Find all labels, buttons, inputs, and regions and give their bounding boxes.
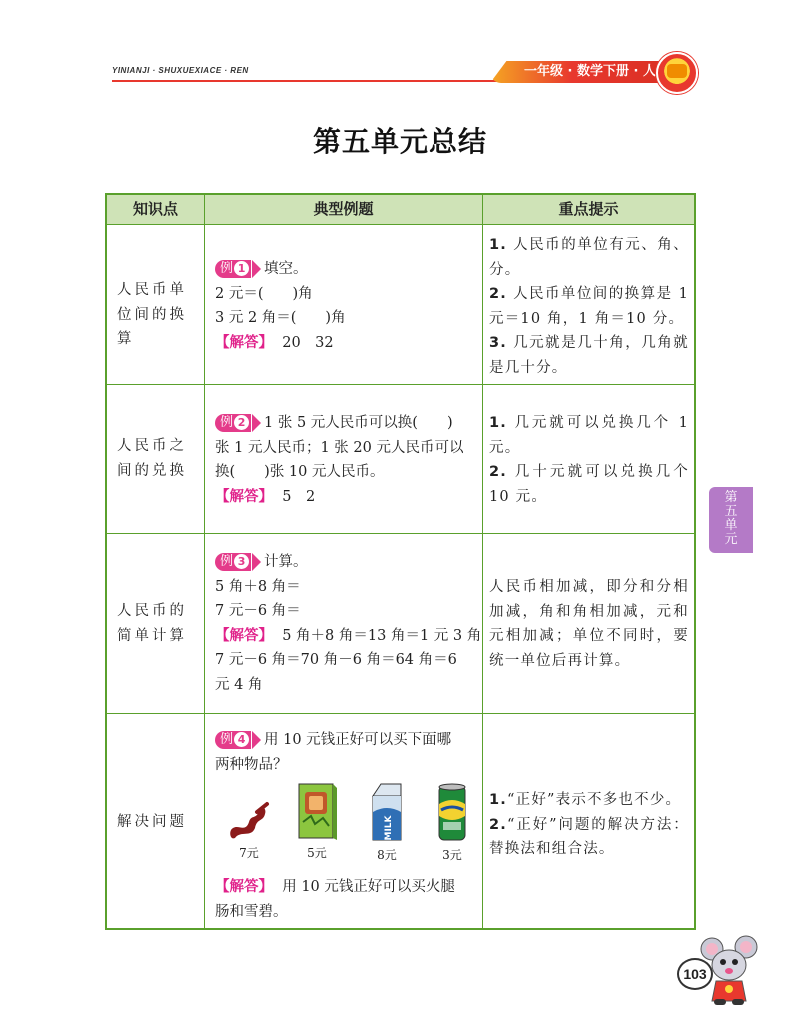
table-header-row <box>107 195 694 225</box>
header-example: 典型例题 <box>313 200 374 218</box>
example-4-answer: 【解答】 用 10 元钱正好可以买火腿 肠和雪碧。 <box>215 879 455 920</box>
example-badge-icon: 例 4 <box>215 731 251 749</box>
svg-text:MILK: MILK <box>384 815 394 841</box>
biscuit-box-icon <box>297 782 337 840</box>
header-book-title: 一年级 · 数学下册 · 人 <box>524 64 656 79</box>
tips-2: 1. 几元就可以兑换几个 1 元。 2. 几十元就可以兑换几个 10 元。 <box>489 415 690 505</box>
header-tips: 重点提示 <box>558 200 619 218</box>
header-pinyin: YINIANJI · SHUXUEXIACE · REN <box>112 66 249 75</box>
example-badge-icon: 例 3 <box>215 553 251 571</box>
example-2: 例 2 1 张 5 元人民币可以换( ) 张 1 元人民币；1 张 20 元人民币可以 换( )张 10 元人民币。 【解答】 5 2 <box>215 415 464 505</box>
tips-3: 人民币相加减，即分和分相加减，角和角相加减，元和元相加减；单位不同时，要统一单位后再计算。 <box>489 579 689 669</box>
example-4: 例 4 用 10 元钱正好可以买下面哪 两种物品？ <box>215 732 452 773</box>
header-knowledge: 知识点 <box>132 200 178 218</box>
knowledge-point-2: 人民币之间的兑换 <box>117 438 187 479</box>
unit-side-tab: 第 五 单 元 <box>709 487 753 553</box>
example-badge-icon: 例 2 <box>215 414 251 432</box>
tips-4: 1.“正好”表示不多也不少。 2.“正好”问题的解决方法：替换法和组合法。 <box>489 792 689 857</box>
page-title: 第五单元总结 <box>312 125 487 158</box>
item-sprite-can: 3元 <box>427 782 477 863</box>
knowledge-point-1: 人民币单位间的换算 <box>117 282 187 347</box>
example-1: 例 1 填空。 2 元＝( )角 3 元 2 角＝( )角 【解答】 20 32 <box>215 261 346 351</box>
row-divider <box>107 384 694 385</box>
row-divider <box>107 533 694 534</box>
example-3: 例 3 计算。 5 角＋8 角＝ 7 元－6 角＝ 【解答】 5 角＋8 角＝13 角＝1 元 3 角 7 元－6 角＝70 角－6 角＝64 角＝6 元 4 角 <box>215 554 482 693</box>
item-biscuit-box: 5元 <box>293 782 341 861</box>
tips-1: 1. 人民币的单位有元、角、分。 2. 人民币单位间的换算是 1 元＝10 角，1 角＝10 分。 3. 几元就是几十角，几角就是几十分。 <box>489 237 690 376</box>
page-number: 103 <box>677 958 713 990</box>
soda-can-icon <box>435 782 469 842</box>
summary-table <box>105 193 696 930</box>
knowledge-point-3: 人民币的简单计算 <box>117 603 187 644</box>
item-sausage: 7元 <box>225 800 273 861</box>
item-milk-carton: MILK 8元 <box>363 782 411 863</box>
column-divider <box>482 195 483 928</box>
example-badge-icon: 例 1 <box>215 260 251 278</box>
milk-carton-icon <box>367 782 407 842</box>
publisher-logo-icon <box>656 52 698 94</box>
column-divider <box>204 195 205 928</box>
knowledge-point-4: 解决问题 <box>117 814 187 830</box>
sausage-icon <box>227 800 271 840</box>
row-divider <box>107 713 694 714</box>
